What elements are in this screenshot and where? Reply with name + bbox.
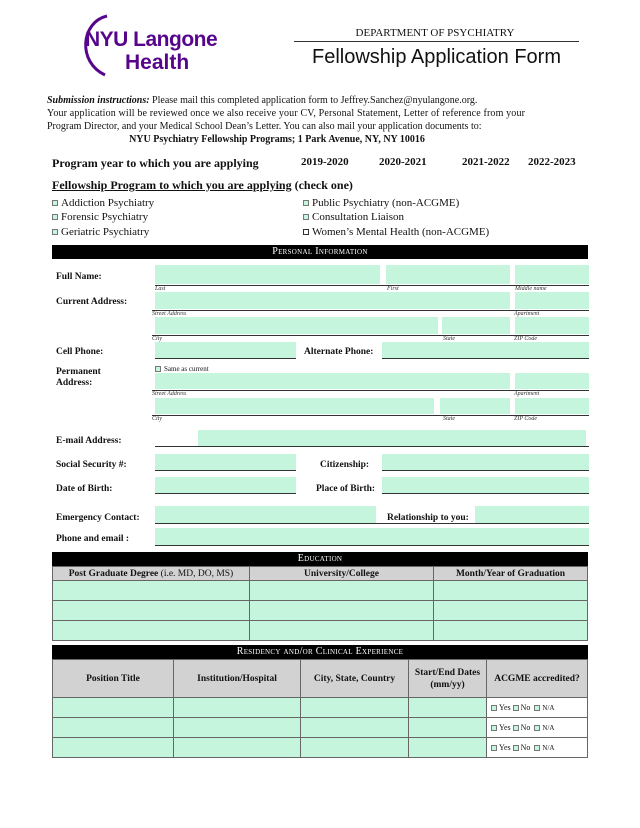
option-label: Geriatric Psychiatry bbox=[61, 226, 150, 238]
fellowship-label: Fellowship Program to which you are applying bbox=[52, 178, 292, 192]
checkbox[interactable] bbox=[513, 745, 519, 751]
dob-label: Date of Birth: bbox=[56, 484, 113, 494]
apartment-caption: Apartment bbox=[514, 391, 540, 397]
page-title: Fellowship Application Form bbox=[312, 46, 561, 68]
dates-cell[interactable] bbox=[409, 698, 487, 718]
year-option[interactable]: 2022-2023 bbox=[528, 156, 576, 168]
permanent-apartment-field[interactable] bbox=[515, 373, 589, 389]
citizenship-underline bbox=[382, 470, 589, 471]
ssn-underline bbox=[155, 470, 296, 471]
cell-underline bbox=[155, 358, 296, 359]
checkbox[interactable] bbox=[491, 745, 497, 751]
year-option[interactable]: 2019-2020 bbox=[301, 156, 349, 168]
instructions-label: Submission instructions: bbox=[47, 95, 150, 106]
same-as-current-option[interactable] bbox=[155, 365, 209, 373]
institution-cell[interactable] bbox=[174, 718, 301, 738]
location-cell[interactable] bbox=[301, 718, 409, 738]
col-acgme: ACGME accredited? bbox=[487, 660, 588, 698]
acgme-options bbox=[487, 698, 588, 718]
relationship-field[interactable] bbox=[475, 506, 589, 523]
permanent-state-field[interactable] bbox=[440, 398, 510, 414]
university-cell[interactable] bbox=[250, 581, 434, 601]
same-as-current-label: Same as current bbox=[164, 365, 209, 373]
position-cell[interactable] bbox=[53, 738, 174, 758]
col-university: University/College bbox=[250, 567, 434, 581]
option-label: Women’s Mental Health (non-ACGME) bbox=[312, 226, 490, 238]
permanent-zip-field[interactable] bbox=[515, 398, 589, 414]
city-caption: City bbox=[152, 416, 162, 422]
phone-email-underline bbox=[155, 545, 589, 546]
position-cell[interactable] bbox=[53, 718, 174, 738]
checkbox[interactable] bbox=[303, 200, 309, 206]
no-label: No bbox=[520, 703, 531, 712]
degree-cell[interactable] bbox=[53, 621, 250, 641]
option-label: Public Psychiatry (non-ACGME) bbox=[312, 197, 460, 209]
fellowship-heading bbox=[52, 178, 353, 193]
zip-caption: ZIP Code bbox=[514, 336, 538, 342]
checkbox[interactable] bbox=[491, 705, 497, 711]
location-cell[interactable] bbox=[301, 738, 409, 758]
table-row bbox=[53, 601, 588, 621]
table-row bbox=[53, 621, 588, 641]
institution-cell[interactable] bbox=[174, 698, 301, 718]
current-address-label: Current Address: bbox=[56, 297, 128, 307]
pob-field[interactable] bbox=[382, 477, 589, 493]
graduation-cell[interactable] bbox=[434, 581, 588, 601]
fellowship-option-geriatric[interactable] bbox=[52, 226, 149, 238]
ssn-field[interactable] bbox=[155, 454, 296, 470]
cell-phone-label: Cell Phone: bbox=[56, 347, 104, 357]
first-name-field[interactable] bbox=[386, 265, 510, 284]
col-degree-hint: (i.e. MD, DO, MS) bbox=[158, 568, 234, 579]
program-year-label: Program year to which you are applying bbox=[52, 156, 259, 170]
dates-cell[interactable] bbox=[409, 718, 487, 738]
degree-cell[interactable] bbox=[53, 581, 250, 601]
checkbox[interactable] bbox=[52, 200, 58, 206]
graduation-cell[interactable] bbox=[434, 601, 588, 621]
degree-cell[interactable] bbox=[53, 601, 250, 621]
checkbox[interactable] bbox=[52, 214, 58, 220]
citizenship-label: Citizenship: bbox=[320, 460, 370, 470]
state-caption: State bbox=[443, 336, 455, 342]
emergency-contact-label: Emergency Contact: bbox=[56, 513, 140, 523]
full-name-label: Full Name: bbox=[56, 272, 102, 282]
citizenship-field[interactable] bbox=[382, 454, 589, 470]
phone-email-label: Phone and email : bbox=[56, 534, 130, 544]
mail-address: NYU Psychiatry Fellowship Programs; 1 Park Avenue, NY, NY 10016 bbox=[129, 134, 425, 145]
last-name-field[interactable] bbox=[155, 265, 380, 284]
emergency-underline bbox=[155, 523, 589, 524]
submission-instructions bbox=[47, 94, 567, 146]
city-caption: City bbox=[152, 336, 162, 342]
fellowship-option-public[interactable] bbox=[303, 197, 459, 209]
table-row bbox=[53, 718, 588, 738]
education-header: Education bbox=[52, 552, 588, 566]
first-caption: First bbox=[387, 286, 399, 292]
department-divider bbox=[294, 41, 579, 42]
logo-line2: Health bbox=[125, 51, 190, 74]
email-underline bbox=[155, 446, 589, 447]
middle-caption: Middle name bbox=[515, 286, 547, 292]
pob-label: Place of Birth: bbox=[316, 484, 376, 494]
option-label: Forensic Psychiatry bbox=[61, 211, 149, 223]
table-row bbox=[53, 738, 588, 758]
fellowship-option-forensic[interactable] bbox=[52, 211, 148, 223]
current-state-field[interactable] bbox=[442, 317, 510, 334]
residency-header: Residency and/or Clinical Experience bbox=[52, 645, 588, 659]
checkbox[interactable] bbox=[513, 705, 519, 711]
year-option[interactable]: 2021-2022 bbox=[462, 156, 510, 168]
checkbox[interactable] bbox=[534, 725, 540, 731]
year-option[interactable]: 2020-2021 bbox=[379, 156, 427, 168]
alternate-phone-field[interactable] bbox=[382, 342, 589, 358]
email-label: E-mail Address: bbox=[56, 436, 122, 446]
checkbox[interactable] bbox=[303, 229, 309, 235]
current-zip-field[interactable] bbox=[515, 317, 589, 334]
yes-label: Yes bbox=[499, 723, 511, 732]
current-apartment-field[interactable] bbox=[515, 292, 589, 309]
checkbox[interactable] bbox=[534, 705, 540, 711]
checkbox[interactable] bbox=[303, 214, 309, 220]
instructions-text3: Program Director, and your Medical School Dean’s Letter. You can also mail your application documents to: bbox=[47, 121, 482, 132]
na-label: N/A bbox=[542, 704, 555, 712]
instructions-text2: Your application will be reviewed once we also receive your CV, Personal Statement, Letter of reference from your bbox=[47, 108, 526, 119]
relationship-label: Relationship to you: bbox=[387, 513, 469, 523]
yes-label: Yes bbox=[499, 703, 511, 712]
fellowship-option-consultation[interactable] bbox=[303, 211, 404, 223]
col-degree bbox=[53, 567, 250, 581]
checkbox[interactable] bbox=[534, 745, 540, 751]
col-location: City, State, Country bbox=[301, 660, 409, 698]
education-table bbox=[52, 566, 588, 641]
last-caption: Last bbox=[155, 286, 166, 292]
zip-caption: ZIP Code bbox=[514, 416, 538, 422]
alternate-phone-label: Alternate Phone: bbox=[304, 347, 374, 357]
no-label: No bbox=[520, 743, 531, 752]
permanent-street-field[interactable] bbox=[155, 373, 510, 389]
cell-phone-field[interactable] bbox=[155, 342, 296, 358]
fellowship-suffix: (check one) bbox=[291, 178, 353, 192]
emergency-contact-field[interactable] bbox=[155, 506, 376, 523]
permanent-address-label-1: Permanent bbox=[56, 367, 101, 377]
table-row bbox=[53, 698, 588, 718]
logo-line1: NYU Langone bbox=[85, 28, 218, 51]
na-label: N/A bbox=[542, 744, 555, 752]
apartment-caption: Apartment bbox=[514, 311, 540, 317]
col-dates: Start/End Dates (mm/yy) bbox=[409, 660, 487, 698]
street-caption: Street Address bbox=[152, 391, 187, 397]
col-degree-label: Post Graduate Degree bbox=[68, 568, 159, 579]
street-caption: Street Address bbox=[152, 311, 187, 317]
current-street-field[interactable] bbox=[155, 292, 510, 309]
email-field[interactable] bbox=[198, 430, 586, 446]
emergency-phone-email-field[interactable] bbox=[155, 528, 589, 545]
col-graduation: Month/Year of Graduation bbox=[434, 567, 588, 581]
university-cell[interactable] bbox=[250, 621, 434, 641]
col-institution: Institution/Hospital bbox=[174, 660, 301, 698]
ssn-label: Social Security #: bbox=[56, 460, 127, 470]
acgme-options bbox=[487, 718, 588, 738]
checkbox[interactable] bbox=[155, 366, 161, 372]
checkbox[interactable] bbox=[491, 725, 497, 731]
no-label: No bbox=[520, 723, 531, 732]
residency-table bbox=[52, 659, 588, 758]
permanent-address-label-2: Address: bbox=[56, 378, 93, 388]
option-label: Consultation Liaison bbox=[312, 211, 404, 223]
graduation-cell[interactable] bbox=[434, 621, 588, 641]
dob-field[interactable] bbox=[155, 477, 296, 493]
checkbox[interactable] bbox=[513, 725, 519, 731]
location-cell[interactable] bbox=[301, 698, 409, 718]
fellowship-option-womens[interactable] bbox=[303, 226, 489, 238]
na-label: N/A bbox=[542, 724, 555, 732]
personal-info-header: Personal Information bbox=[52, 245, 588, 259]
alt-underline bbox=[382, 358, 589, 359]
middle-name-field[interactable] bbox=[515, 265, 589, 284]
institution-cell[interactable] bbox=[174, 738, 301, 758]
dob-underline bbox=[155, 493, 296, 494]
instructions-text1: Please mail this completed application form to Jeffrey.Sanchez@nyulangone.org. bbox=[149, 95, 478, 106]
option-label: Addiction Psychiatry bbox=[61, 197, 155, 209]
state-caption: State bbox=[443, 416, 455, 422]
yes-label: Yes bbox=[499, 743, 511, 752]
nyu-logo bbox=[75, 12, 235, 78]
col-position: Position Title bbox=[53, 660, 174, 698]
permanent-city-field[interactable] bbox=[155, 398, 434, 414]
department-name: DEPARTMENT OF PSYCHIATRY bbox=[355, 27, 515, 39]
dates-cell[interactable] bbox=[409, 738, 487, 758]
pob-underline bbox=[382, 493, 589, 494]
table-row bbox=[53, 581, 588, 601]
acgme-options bbox=[487, 738, 588, 758]
current-city-field[interactable] bbox=[155, 317, 438, 334]
fellowship-option-addiction[interactable] bbox=[52, 197, 154, 209]
checkbox[interactable] bbox=[52, 229, 58, 235]
position-cell[interactable] bbox=[53, 698, 174, 718]
university-cell[interactable] bbox=[250, 601, 434, 621]
